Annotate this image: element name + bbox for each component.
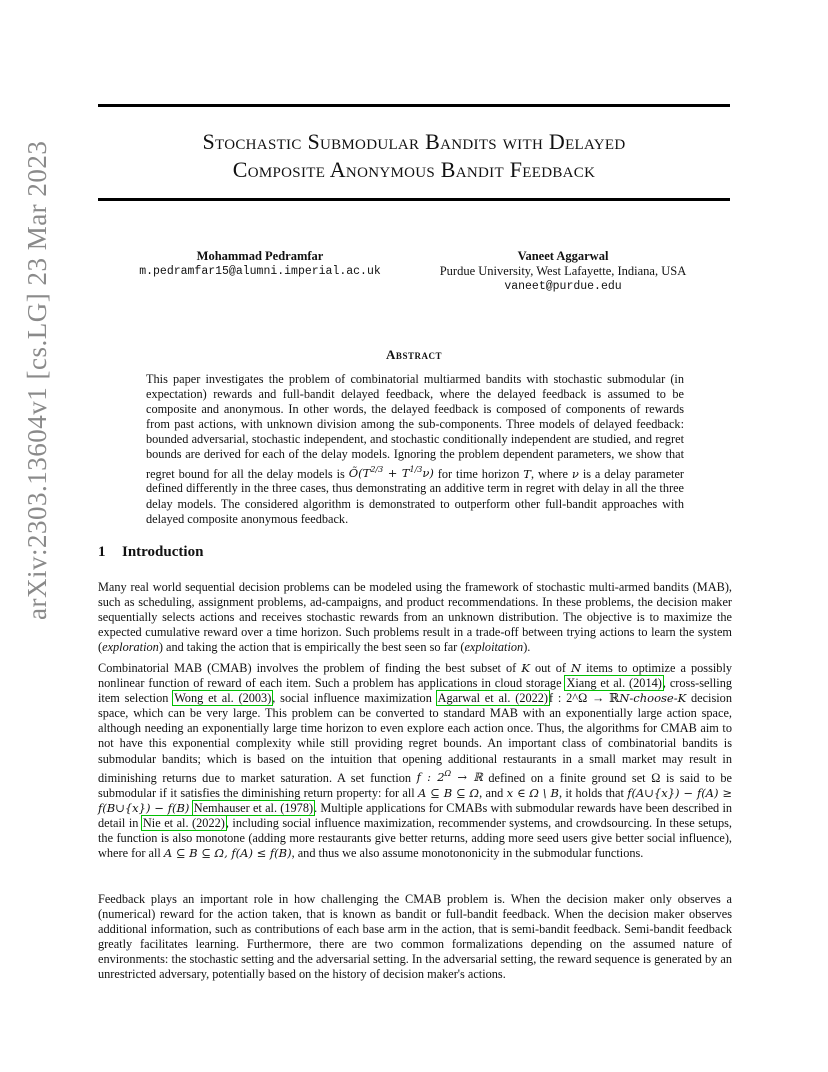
author-1-email: m.pedramfar15@alumni.imperial.ac.uk xyxy=(139,265,381,278)
author-2-affiliation: Purdue University, West Lafayette, Indiana, USA xyxy=(439,264,687,278)
title-line-2: Composite Anonymous Bandit Feedback xyxy=(232,157,596,182)
p2-text-n: , and thus we also assume monotononicity in the submodular functions. xyxy=(291,845,644,860)
paragraph-3: Feedback plays an important role in how challenging the CMAB problem is. When the decision maker only observes a (numerical) reward for the action taken, that is known as bandit or full-bandit feedback. When the decision maker observes additional information, such as contributions of each base arm in the action, that is semi-bandit feedback. Semi-bandit feedback greatly facilitates learning. Furthermore, there are two common formalizations depending on the assumed nature of environments: the stochastic setting and the adversarial setting. In the adversarial setting, the reward sequence is generated by an unrestricted adversary, potentially based on the history of decision maker's actions. xyxy=(98,892,732,982)
math-cond-2: x ∈ Ω \ B xyxy=(506,785,559,800)
paragraph-2 xyxy=(98,661,732,861)
paper-title xyxy=(98,128,730,184)
abstract-part-d: is a delay parameter defined differently in the three cases, thus demonstrating an additive term in regret with delay in all the three delay models. The considered algorithm is demonstrated to outperform other full-bandit approaches with delayed composite anonymous feedback. xyxy=(146,466,685,526)
citation-wong-2003[interactable]: Wong et al. (2003) xyxy=(174,691,272,706)
abstract-part-b: for time horizon xyxy=(433,466,524,481)
citation-agarwal-2022[interactable]: Agarwal et al. (2022) xyxy=(437,691,549,706)
math-cond-1: A ⊆ B ⊆ Ω xyxy=(417,785,480,800)
author-1-name: Mohammad Pedramfar xyxy=(196,249,324,263)
paragraph-1 xyxy=(98,580,732,655)
p1-text-b: ) and taking the action that is empirically the best seen so far ( xyxy=(158,640,465,655)
time-horizon-math: T xyxy=(523,466,531,481)
author-1 xyxy=(130,249,390,279)
p2-text-i: , and xyxy=(479,785,507,800)
author-2-email: vaneet@purdue.edu xyxy=(504,280,622,293)
p2-text-h: defined on a finite ground set Ω is said to be submodular if it satisfies the diminishing return property: for all xyxy=(98,770,732,800)
section-title: Introduction xyxy=(122,544,204,560)
p1-text-c: ). xyxy=(523,640,531,655)
author-2 xyxy=(418,249,708,294)
math-K: K xyxy=(521,661,530,675)
regret-bound-math: $Õ(T^{2/3} + T^{1/3}\nu)$ xyxy=(348,465,434,481)
p2-text-a: Combinatorial MAB (CMAB) involves the problem of finding the best subset of xyxy=(98,661,522,675)
p2-text-g: decision space, which can be very large. This problem can be converted to standard MAB with an exponentially large action space, although needing an exponentially large time horizon to even explore each action once. Thus, the algorithms for CMAB aim to not have this exponential complexity while still providing regret bounds. An important class of combinatorial bandits is submodular bandits; which is based on the intuition that opening additional restaurants in a small market may result in diminishing returns due to market saturation. A set function xyxy=(98,691,732,785)
title-rule-bottom xyxy=(98,198,730,201)
citation-xiang-2014[interactable]: Xiang et al. (2014) xyxy=(566,676,662,691)
abstract-part-c: , where xyxy=(530,466,572,481)
author-2-name: Vaneet Aggarwal xyxy=(517,249,609,263)
p2-text-b: out of xyxy=(529,661,572,675)
p2-text-f: f : 2^Ω → ℝ xyxy=(549,691,620,706)
p2-text-m: , including social influence maximization, recommender systems, and crowdsourcing. In these setups, the function is also monotone (adding more restaurants give better returns, adding more seed users give better social influence), where for all xyxy=(98,815,733,860)
abstract-heading: Abstract xyxy=(386,347,442,362)
p2-text-d: , cross-selling item selection xyxy=(98,676,732,706)
math-N: N xyxy=(571,661,582,675)
title-line-1: Stochastic Submodular Bandits with Delayed xyxy=(202,129,626,154)
p2-text-e: , social influence maximization xyxy=(272,691,437,706)
p1-exploitation: exploitation xyxy=(464,640,524,655)
citation-nemhauser-1978[interactable]: Nemhauser et al. (1978) xyxy=(193,800,314,815)
abstract-part-a: This paper investigates the problem of combinatorial multiarmed bandits with stochastic submodular (in expectation) rewards and full-bandit delayed feedback, where the delayed feedback is assumed to be composite and anonymous. In other words, the delayed feedback is composed of components of rewards from past actions, with unknown division among the sub-components. Three models of delayed feedback: bounded adversarial, stochastic independent, and stochastic conditionally independent are studied, and regret bounds are derived for each of the delay models. Ignoring the problem dependent parameters, we show that regret bound for all the delay models is xyxy=(146,372,684,481)
math-inequality: f(A∪{x}) − f(A) ≥ f(B∪{x}) − f(B) xyxy=(98,785,733,815)
math-set-function: f : $2^\Omega$ → ℝ xyxy=(416,769,483,785)
abstract-text xyxy=(146,372,684,527)
p2-text-j: , it holds that xyxy=(559,785,628,800)
p1-text-a: Many real world sequential decision problems can be modeled using the framework of stochastic multi-armed bandits (MAB), such as scheduling, assignment problems, ad-campaigns, and product recommendations. In these problems, the decision maker sequentially selects actions and receives stochastic rewards from an unknown distribution. The objective is to maximize the expected cumulative reward over a time horizon. Such problems result in a trade-off between trying actions to learn the system ( xyxy=(98,580,732,655)
title-rule-top xyxy=(98,104,730,107)
p2-text-c: items to optimize a possibly nonlinear function of reward of each item. Such a problem has applications in cloud storage xyxy=(98,661,733,691)
section-number: 1 xyxy=(98,544,106,560)
p1-exploration: exploration xyxy=(102,640,159,655)
p2-text-l: . Multiple applications for CMABs with submodular rewards have been described in detail in xyxy=(98,800,733,830)
math-cond-3: A ⊆ B ⊆ Ω, f(A) ≤ f(B) xyxy=(163,845,292,860)
math-n-choose-k: N-choose-K xyxy=(619,691,687,706)
arxiv-side-stamp: arXiv:2303.13604v1 [cs.LG] 23 Mar 2023 xyxy=(22,140,52,620)
section-heading xyxy=(98,544,203,561)
nu-math: ν xyxy=(571,466,579,481)
citation-nie-2022[interactable]: Nie et al. (2022) xyxy=(142,815,225,830)
